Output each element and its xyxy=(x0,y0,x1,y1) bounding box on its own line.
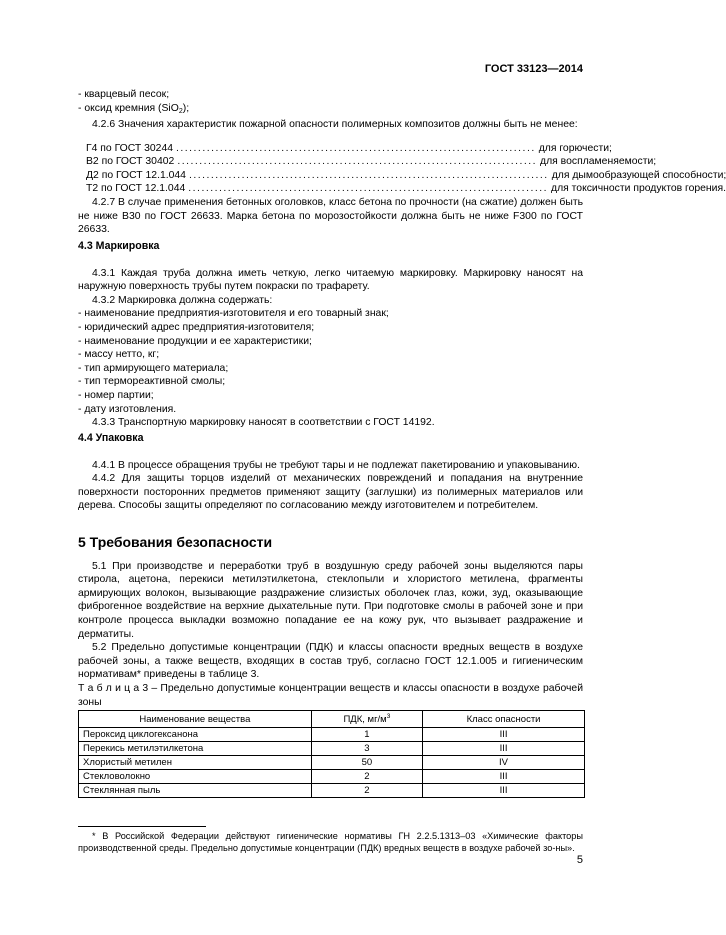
paragraph-4-4-2: 4.4.2 Для защиты торцов изделий от механических повреждений и попадания на внутренние поверхности посторонних предметов применяют защиту (заглушки) из полимерных материалов или дерева. Способы защиты определяют по согласованию между изготовителем и потребителем. xyxy=(78,473,583,512)
cell-class: III xyxy=(423,728,585,742)
paragraph-4-3-2: 4.3.2 Маркировка должна содержать: xyxy=(92,294,273,306)
column-header-pdk: ПДК, $мг/м^3$ xyxy=(311,711,422,728)
paragraph-5-1: 5.1 При производстве и переработки труб в воздушную среду рабочей зоны выделяются пары стирола, ацетона, перекиси метилэтилкетона, стеклопыли и хлористого метилена, фрагменты армирующих волокон, вызывающие раздражение слизистых оболочек глаз, кожи, зуд, оказывающие фиброгенное воздействие на верхние дыхательные пути. При подготовке смолы в рабочей зоне и при контроле процесса выкладки возможно попадание ее на кожу рук, что вызывает раздражение и дерматиты. xyxy=(78,560,583,640)
table-row xyxy=(79,742,585,756)
table-row xyxy=(79,756,585,770)
cell-class: III xyxy=(423,784,585,798)
paragraph-5-2: 5.2 Предельно допустимые концентрации (ПДК) и классы опасности вредных веществ в воздухе рабочей зоны, а также веществ, входящих в состав труб, согласно ГОСТ 12.1.005 и гигиеническим нормативам* приведены в таблице 3. xyxy=(78,642,583,681)
standard-header: ГОСТ 33123—2014 xyxy=(484,63,583,75)
paragraph-4-4-1: 4.4.1 В процессе обращения трубы не требуют тары и не подлежат пакетированию и упаковыванию. xyxy=(92,459,580,471)
cell-class: III xyxy=(423,770,585,784)
section-4-4 xyxy=(78,432,583,513)
cell-substance: Хлористый метилен xyxy=(79,756,312,770)
section-title-4-3: 4.3 Маркировка xyxy=(78,240,160,252)
cell-substance: Пероксид циклогексанона xyxy=(79,728,312,742)
fire-row: Г4 по ГОСТ 30244 .................................................................................. для горючести; xyxy=(86,143,612,154)
cell-substance: Перекись метилэтилкетона xyxy=(79,742,312,756)
section-title-4-4: 4.4 Упаковка xyxy=(78,432,144,444)
table-caption xyxy=(78,682,583,709)
list-item-silica: - оксид кремния (SiO$_2$); xyxy=(78,102,190,115)
list-item: - кварцевый песок; xyxy=(78,89,170,100)
section-4-3 xyxy=(78,240,583,430)
list-item: - наименование предприятия-изготовителя и его товарный знак; xyxy=(78,308,389,320)
cell-substance: Стеклянная пыль xyxy=(79,784,312,798)
table-caption-label: Т а б л и ц а xyxy=(78,683,140,694)
table-caption-text: 3 – Предельно допустимые концентрации веществ и классы опасности в воздухе рабочей зоны xyxy=(78,683,583,708)
table-row xyxy=(79,728,585,742)
list-item: - номер партии; xyxy=(78,389,154,401)
paragraph-4-2-6: 4.2.6 Значения характеристик пожарной опасности полимерных композитов должны быть не менее: xyxy=(92,119,578,131)
column-header-substance: Наименование вещества xyxy=(79,711,312,728)
paragraph-4-2-7: 4.2.7 В случае применения бетонных оголовков, класс бетона по прочности (на сжатие) должен быть не ниже В30 по ГОСТ 26633. Марка бетона по морозостойкости должна быть не ниже F300 по ГОСТ 26633. xyxy=(78,197,583,236)
list-item: - массу нетто, кг; xyxy=(78,349,160,361)
cell-pdk: 1 xyxy=(311,728,422,742)
cell-class: IV xyxy=(423,756,585,770)
list-item: - тип армирующего материала; xyxy=(78,362,229,374)
cell-pdk: 50 xyxy=(311,756,422,770)
table-row xyxy=(79,770,585,784)
cell-pdk: 3 xyxy=(311,742,422,756)
fire-hazard-list xyxy=(86,142,726,196)
fire-row: Т2 по ГОСТ 12.1.044 .................................................................................. для токсичности продуктов горения. xyxy=(86,183,726,195)
cell-substance: Стекловолокно xyxy=(79,770,312,784)
fire-row: В2 по ГОСТ 30402 .................................................................................. для воспламеняемости; xyxy=(86,156,657,168)
list-item: - наименование продукции и ее характеристики; xyxy=(78,335,312,347)
materials-list-tail xyxy=(78,88,583,132)
page-number: 5 xyxy=(576,854,583,866)
table-header-row xyxy=(79,711,585,728)
paragraph-4-3-3: 4.3.3 Транспортную маркировку наносят в соответствии с ГОСТ 14192. xyxy=(92,417,435,429)
table-row xyxy=(79,784,585,798)
section-title-5: 5 Требования безопасности xyxy=(78,534,273,550)
column-header-hazard-class: Класс опасности xyxy=(423,711,585,728)
cell-pdk: 2 xyxy=(311,784,422,798)
cell-class: III xyxy=(423,742,585,756)
section-5 xyxy=(78,536,583,682)
paragraph-4-3-1: 4.3.1 Каждая труба должна иметь четкую, легко читаемую маркировку. Маркировку наносят на наружную поверхность трубы путем покраски по трафарету. xyxy=(78,267,583,293)
footnote-divider xyxy=(78,826,206,827)
paragraph-4-2-7-block xyxy=(78,196,583,237)
list-item: - дату изготовления. xyxy=(78,403,177,415)
cell-pdk: 2 xyxy=(311,770,422,784)
fire-row: Д2 по ГОСТ 12.1.044 .................................................................................. для дымообразующей способности; xyxy=(86,169,726,181)
pdk-table xyxy=(78,710,585,798)
footnote: * В Российской Федерации действуют гигиенические нормативы ГН 2.2.5.1313–03 «Химические факторы производственной среды. Предельно допустимые концентрации (ПДК) вредных веществ в воздухе рабочей зо-ны». xyxy=(78,831,583,853)
list-item: - юридический адрес предприятия-изготовителя; xyxy=(78,321,315,333)
list-item: - тип термореактивной смолы; xyxy=(78,376,226,388)
